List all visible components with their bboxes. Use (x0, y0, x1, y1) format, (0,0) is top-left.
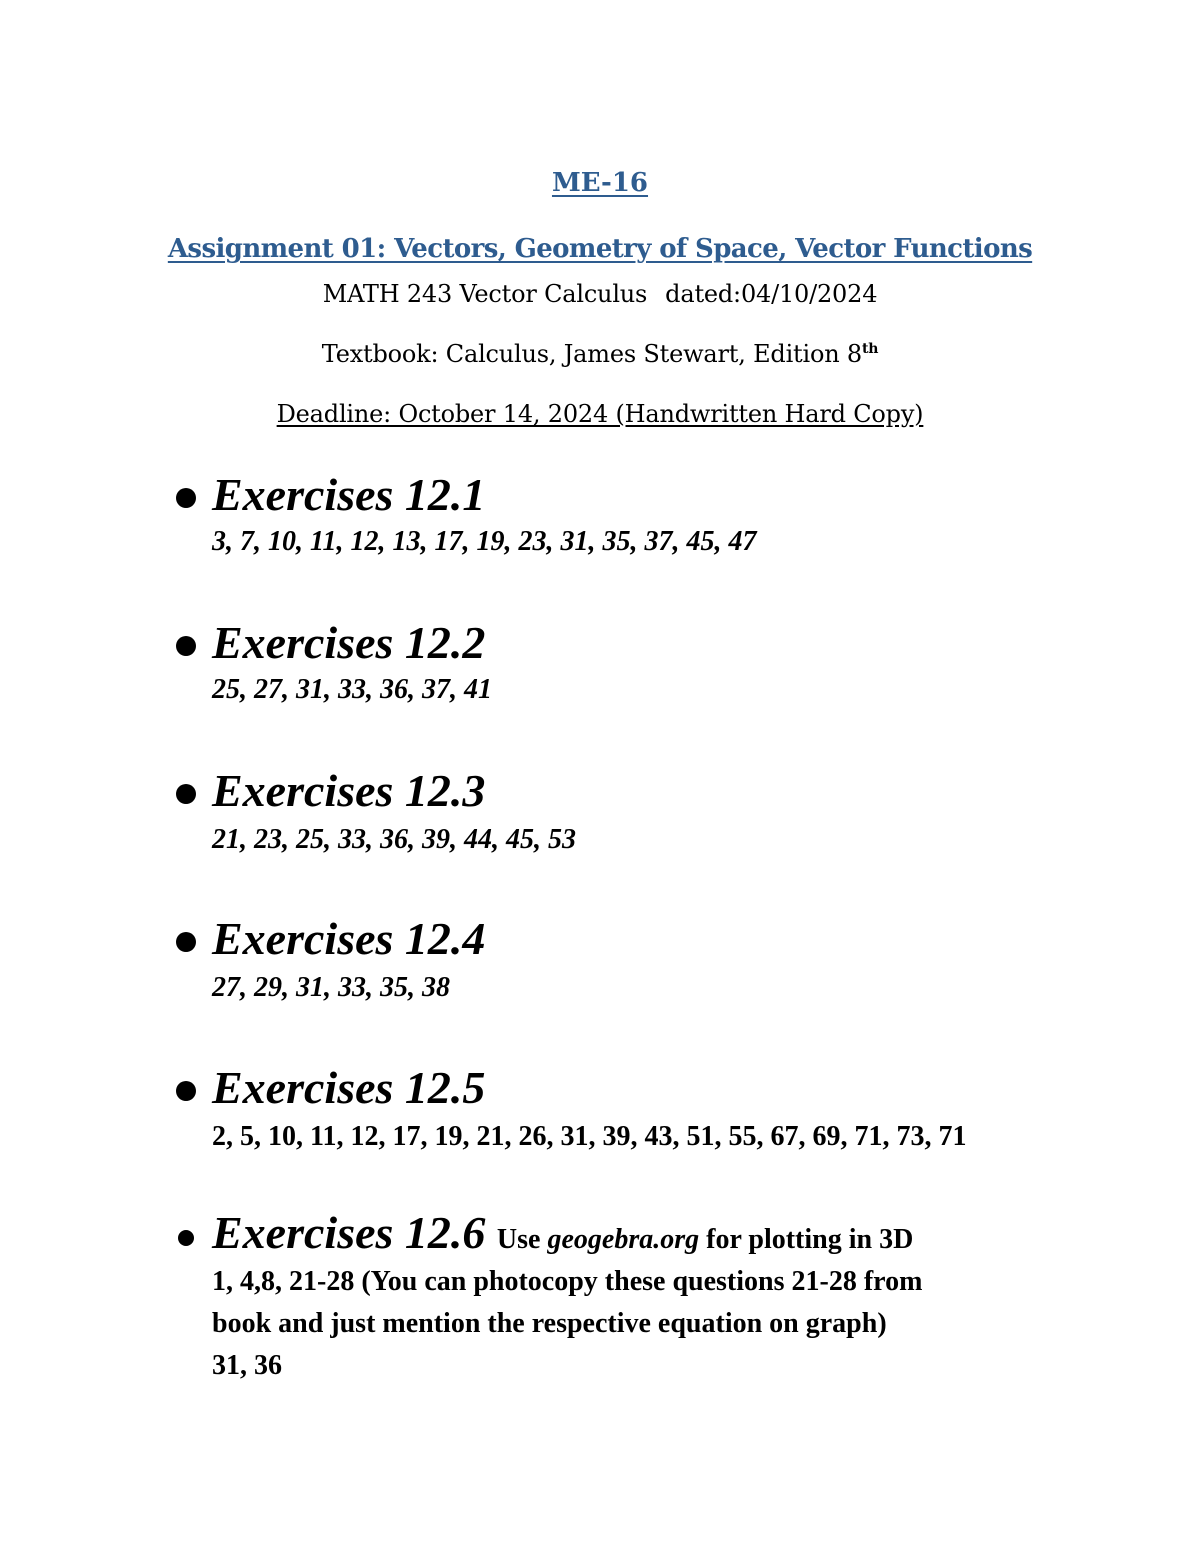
exercise-problems: 2, 5, 10, 11, 12, 17, 19, 21, 26, 31, 39, 43, 51, 55, 67, 69, 71, 73, 71 (212, 1121, 967, 1152)
textbook-line (0, 340, 1200, 368)
exercise-problems: 27, 29, 31, 33, 35, 38 (212, 972, 450, 1003)
bullet-icon (176, 1081, 196, 1101)
deadline-line: Deadline: October 14, 2024 (Handwritten Hard Copy) (276, 400, 924, 428)
exercise-problems-line-1: 1, 4,8, 21-28 (You can photocopy these questions 21-28 from (212, 1266, 923, 1297)
course-name: MATH 243 Vector Calculus (322, 280, 648, 308)
exercise-problems: 25, 27, 31, 33, 36, 37, 41 (212, 674, 492, 705)
bullet-icon (176, 636, 196, 656)
exercise-title: Exercises 12.6 (212, 1207, 486, 1258)
note-suffix: for plotting in 3D (706, 1224, 914, 1255)
exercise-problems: 3, 7, 10, 11, 12, 13, 17, 19, 23, 31, 35, 37, 45, 47 (212, 526, 757, 557)
edition-superscript: th (862, 341, 879, 357)
exercise-title-line (212, 1206, 913, 1259)
exercise-problems-line-2: book and just mention the respective equation on graph) (212, 1308, 887, 1339)
assignment-title: Assignment 01: Vectors, Geometry of Space, Vector Functions (167, 234, 1033, 264)
textbook-text: Textbook: Calculus, James Stewart, Edition 8 (321, 340, 862, 368)
exercise-problems: 21, 23, 25, 33, 36, 39, 44, 45, 53 (212, 824, 576, 855)
plotting-note (497, 1224, 913, 1255)
exercise-title: Exercises 12.5 (212, 1062, 486, 1113)
exercise-title: Exercises 12.2 (212, 617, 486, 668)
exercise-title: Exercises 12.1 (212, 469, 486, 520)
course-line (0, 280, 1200, 308)
course-code: ME-16 (551, 168, 649, 198)
geogebra-link-text: geogebra.org (547, 1224, 700, 1255)
bullet-icon (176, 488, 196, 508)
exercise-title: Exercises 12.3 (212, 765, 486, 816)
bullet-icon (176, 932, 196, 952)
exercise-title: Exercises 12.4 (212, 913, 486, 964)
bullet-icon (178, 1230, 194, 1246)
bullet-icon (176, 784, 196, 804)
note-prefix: Use (496, 1224, 541, 1255)
exercise-problems-line-3: 31, 36 (212, 1350, 282, 1381)
date-text: dated:04/10/2024 (665, 280, 878, 308)
